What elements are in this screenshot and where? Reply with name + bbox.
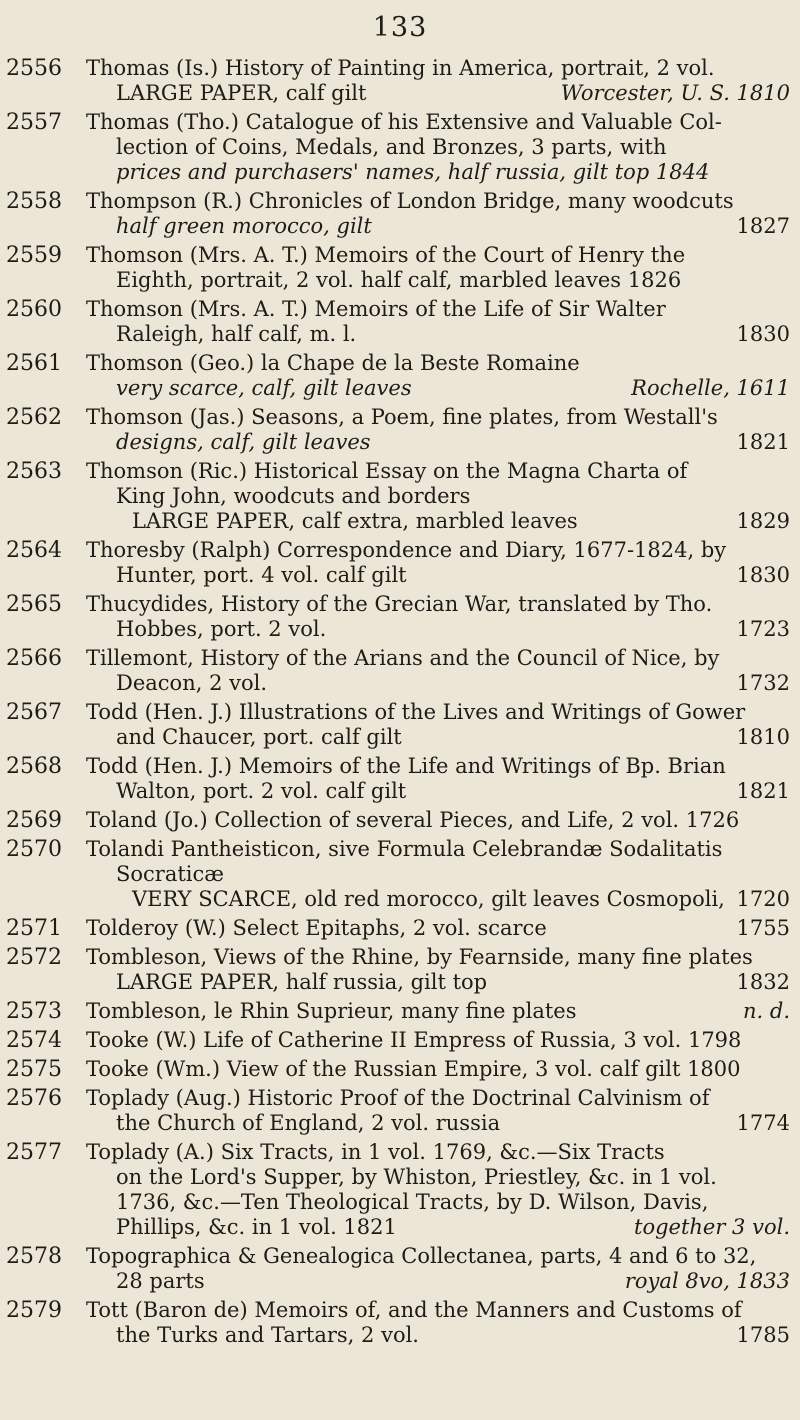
entry-binding: LARGE PAPER, calf gilt [116,81,367,105]
entry-line [86,214,796,239]
entry-imprint: 1810 [736,725,790,749]
lot-number: 2578 [6,1244,62,1269]
lot-number: 2562 [6,405,62,430]
catalogue-entry [6,945,796,995]
catalogue-entry [6,1057,796,1082]
catalogue-entry [6,243,796,293]
lot-number: 2575 [6,1057,62,1082]
entry-imprint: 1821 [736,779,790,803]
catalogue-entry [6,700,796,750]
lot-number: 2564 [6,538,62,563]
entry-title: Tombleson, le Rhin Suprieur, many fine plates [86,999,577,1023]
lot-number: 2568 [6,754,62,779]
lot-number: 2577 [6,1140,62,1165]
lot-number: 2570 [6,837,62,862]
entry-line [86,970,796,995]
entry-line: King John, woodcuts and borders [116,484,471,508]
entry-line [86,81,796,106]
entry-binding: half green morocco, gilt [116,214,372,238]
entry-line: Thucydides, History of the Grecian War, translated by Tho. [86,592,713,616]
catalogue-entry [6,999,796,1024]
lot-number: 2579 [6,1298,62,1323]
catalogue-entry [6,538,796,588]
catalogue-entry [6,56,796,106]
entry-line: Tooke (Wm.) View of the Russian Empire, 3 vol. calf gilt 1800 [86,1057,741,1081]
catalogue-entry [6,1086,796,1136]
entry-imprint: 1732 [736,671,790,695]
entry-binding: Raleigh, half calf, m. l. [116,322,357,346]
entry-line [86,916,796,941]
entry-binding: Walton, port. 2 vol. calf gilt [116,779,407,803]
lot-number: 2569 [6,808,62,833]
lot-number: 2563 [6,459,62,484]
entry-line: Todd (Hen. J.) Memoirs of the Life and Writings of Bp. Brian [86,754,726,778]
entry-line: Tolandi Pantheisticon, sive Formula Celebrandæ Sodalitatis [86,837,723,861]
entry-imprint: 1785 [736,1323,790,1347]
entry-binding: Hunter, port. 4 vol. calf gilt [116,563,407,587]
catalogue-entries [6,56,796,1352]
entry-title: Tolderoy (W.) Select Epitaphs, 2 vol. scarce [86,916,547,940]
entry-line [86,430,796,455]
catalogue-entry [6,297,796,347]
catalogue-entry [6,646,796,696]
entry-line [86,1323,796,1348]
entry-imprint: 1821 [736,430,790,454]
entry-imprint: Worcester, U. S. 1810 [560,81,790,105]
entry-imprint: 1829 [736,509,790,533]
entry-line [86,322,796,347]
entry-imprint: n. d. [743,999,790,1023]
entry-line [86,1269,796,1294]
entry-line [86,725,796,750]
entry-line: Toplady (Aug.) Historic Proof of the Doctrinal Calvinism of [86,1086,710,1110]
entry-imprint: 1774 [736,1111,790,1135]
lot-number: 2574 [6,1028,62,1053]
lot-number: 2571 [6,916,62,941]
entry-line [86,1111,796,1136]
lot-number: 2557 [6,110,62,135]
entry-binding: Hobbes, port. 2 vol. [116,617,327,641]
entry-binding: designs, calf, gilt leaves [116,430,371,454]
lot-number: 2572 [6,945,62,970]
catalogue-entry [6,405,796,455]
entry-line: 1736, &c.—Ten Theological Tracts, by D. Wilson, Davis, [116,1190,709,1214]
entry-line: Tombleson, Views of the Rhine, by Fearnside, many fine plates [86,945,753,969]
entry-line: lection of Coins, Medals, and Bronzes, 3 parts, with [116,135,667,159]
entry-imprint: 1832 [736,970,790,994]
entry-binding: Phillips, &c. in 1 vol. 1821 [116,1215,397,1239]
entry-line: Todd (Hen. J.) Illustrations of the Lives and Writings of Gower [86,700,746,724]
entry-line: Toplady (A.) Six Tracts, in 1 vol. 1769, &c.—Six Tracts [86,1140,665,1164]
lot-number: 2560 [6,297,62,322]
catalogue-entry [6,808,796,833]
entry-line: Eighth, portrait, 2 vol. half calf, marbled leaves 1826 [116,268,682,292]
catalogue-entry [6,1244,796,1294]
entry-line: prices and purchasers' names, half russia, gilt top 1844 [116,160,710,184]
entry-line [86,563,796,588]
lot-number: 2567 [6,700,62,725]
entry-binding: LARGE PAPER, calf extra, marbled leaves [132,509,578,533]
entry-line: Thoresby (Ralph) Correspondence and Diary, 1677-1824, by [86,538,727,562]
lot-number: 2559 [6,243,62,268]
entry-line [86,1215,796,1240]
catalogue-entry [6,459,796,534]
entry-line: Socraticæ [116,862,225,886]
entry-line: Thomson (Mrs. A. T.) Memoirs of the Court of Henry the [86,243,686,267]
entry-binding: VERY SCARCE, old red morocco, gilt leaves Cosmopoli, [132,887,725,911]
entry-imprint: Rochelle, 1611 [631,376,790,400]
entry-binding: very scarce, calf, gilt leaves [116,376,412,400]
entry-line [86,376,796,401]
entry-line [86,617,796,642]
entry-line: Thomson (Ric.) Historical Essay on the Magna Charta of [86,459,688,483]
page-number: 133 [372,12,428,43]
entry-imprint: 1830 [736,322,790,346]
entry-line: Thomas (Is.) History of Painting in America, portrait, 2 vol. [86,56,715,80]
entry-line: Thomson (Mrs. A. T.) Memoirs of the Life of Sir Walter [86,297,666,321]
entry-binding: 28 parts [116,1269,205,1293]
entry-binding: the Church of England, 2 vol. russia [116,1111,501,1135]
entry-line [86,999,796,1024]
lot-number: 2561 [6,351,62,376]
catalogue-entry [6,837,796,912]
lot-number: 2576 [6,1086,62,1111]
entry-line [86,671,796,696]
entry-binding: and Chaucer, port. calf gilt [116,725,402,749]
catalogue-entry [6,754,796,804]
entry-imprint: 1720 [736,887,790,911]
entry-line: Tott (Baron de) Memoirs of, and the Manners and Customs of [86,1298,742,1322]
entry-imprint: 1755 [736,916,790,940]
entry-binding: the Turks and Tartars, 2 vol. [116,1323,419,1347]
entry-line: Thompson (R.) Chronicles of London Bridge, many woodcuts [86,189,734,213]
entry-line [86,779,796,804]
entry-imprint: royal 8vo, 1833 [624,1269,790,1293]
entry-imprint: 1723 [736,617,790,641]
entry-line: Toland (Jo.) Collection of several Pieces, and Life, 2 vol. 1726 [86,808,740,832]
entry-binding: Deacon, 2 vol. [116,671,267,695]
catalogue-entry [6,592,796,642]
entry-line [86,509,796,534]
entry-imprint: 1827 [736,214,790,238]
catalogue-entry [6,351,796,401]
entry-line: Thomson (Geo.) la Chape de la Beste Romaine [86,351,580,375]
catalogue-entry [6,1028,796,1053]
lot-number: 2556 [6,56,62,81]
entry-imprint: together 3 vol. [634,1215,790,1239]
lot-number: 2573 [6,999,62,1024]
entry-line [86,887,796,912]
entry-line: Thomson (Jas.) Seasons, a Poem, fine plates, from Westall's [86,405,718,429]
entry-line: Tillemont, History of the Arians and the Council of Nice, by [86,646,720,670]
catalogue-entry [6,916,796,941]
entry-line: Topographica & Genealogica Collectanea, parts, 4 and 6 to 32, [86,1244,757,1268]
lot-number: 2565 [6,592,62,617]
catalogue-entry [6,1140,796,1240]
entry-line: Tooke (W.) Life of Catherine II Empress of Russia, 3 vol. 1798 [86,1028,742,1052]
lot-number: 2566 [6,646,62,671]
lot-number: 2558 [6,189,62,214]
entry-imprint: 1830 [736,563,790,587]
entry-binding: LARGE PAPER, half russia, gilt top [116,970,488,994]
catalogue-entry [6,189,796,239]
entry-line: on the Lord's Supper, by Whiston, Priestley, &c. in 1 vol. [116,1165,717,1189]
entry-line: Thomas (Tho.) Catalogue of his Extensive and Valuable Col- [86,110,722,134]
catalogue-entry [6,1298,796,1348]
catalogue-entry [6,110,796,185]
